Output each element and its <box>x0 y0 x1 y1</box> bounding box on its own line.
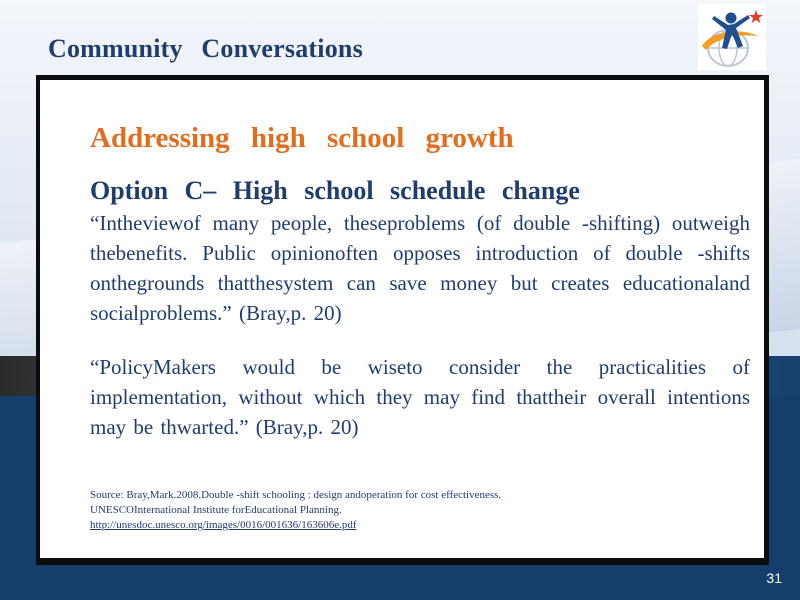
slide-header-title: Community Conversations <box>48 34 363 63</box>
slide-heading: Addressing high school growth <box>90 122 514 154</box>
quote-paragraph-2: “PolicyMakers would be wiseto consider the practicalities of implementation, without which they may find thattheir overall intentions may be thwarted.” (Bray,p. 20) <box>90 355 750 439</box>
slide-subheading: Option C– High school schedule change <box>90 176 580 205</box>
source-citation <box>90 488 710 533</box>
source-line-2: UNESCOInternational Institute forEducational Planning. <box>90 504 342 516</box>
page-number: 31 <box>766 570 782 586</box>
quote-paragraph-1: “Intheviewof many people, theseproblems (of double -shifting) outweigh thebenefits. Public opinionoften opposes introduction of double -shifts onthegrounds thatthesystem can save money but creates educationaland socialproblems.” (Bray,p. 20) <box>90 211 750 325</box>
source-link[interactable]: http://unesdoc.unesco.org/images/0016/001636/163606e.pdf <box>90 519 357 531</box>
content-box <box>40 80 764 558</box>
person-globe-star-logo-icon <box>698 4 766 70</box>
source-line-1: Source: Bray,Mark.2008.Double -shift schooling : design andoperation for cost effectiveness. <box>90 489 502 501</box>
